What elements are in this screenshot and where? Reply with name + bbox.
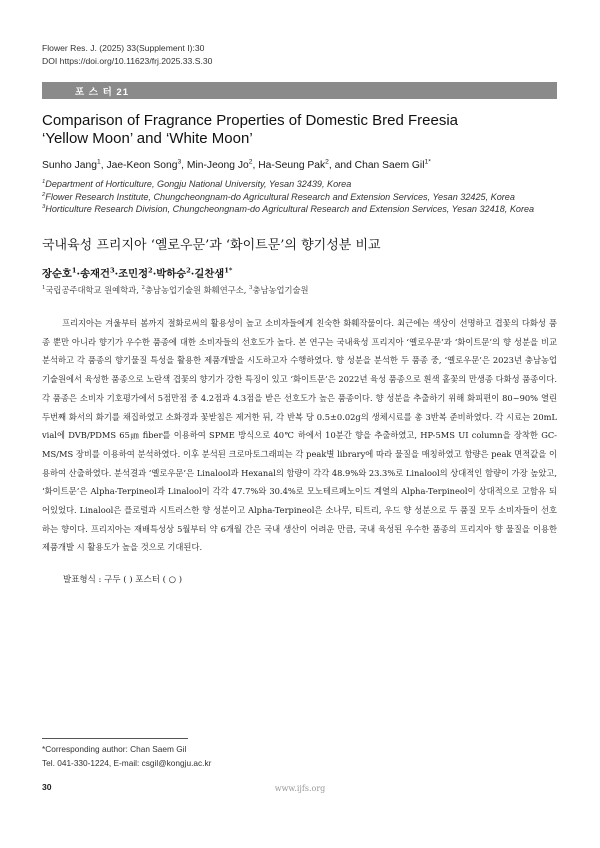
- english-title: [42, 112, 562, 147]
- korean-author-name: 길찬샘: [194, 268, 225, 280]
- korean-author-name: 장순호: [42, 268, 72, 280]
- corresponding-info: [42, 743, 211, 770]
- journal-header: [42, 42, 212, 67]
- affiliation-sup: 2: [42, 191, 46, 198]
- affiliation-text: Flower Research Institute, Chungcheongnam-do Agricultural Research and Extension Services, Yesan 32425, Korea: [45, 191, 515, 202]
- author-affil-sup: 2: [325, 158, 329, 166]
- author-name: Ha-Seung Pak: [258, 160, 326, 171]
- abstract-body: 프리지아는 겨울부터 봄까지 절화로써의 활용성이 높고 소비자들에게 친숙한 화훼작물이다. 최근에는 색상이 선명하고 겹꽃의 다화성 품종 뿐만 아니라 향기가 우수한 품종에 대한 소비자들의 선호도가 높다. 본 연구는 국내육성 프리지아 ‘옐로우문’과 ‘화이트문’의 향 성분을 비교분석하고 각 품종의 향기물질 특성을 활용한 제품개발을 시도하고자 수행하였다. 향 성분을 분석한 두 품종 중, ‘옐로우문’은 2023년 충남농업기술원에서 육성한 품종으로 노란색 겹꽃의 향기가 강한 특징이 있고 ‘화이트문’은 2022년 육성 품종으로 흰색 홑꽃의 만생종 다화성 품종이다. 각 품종은 소비자 기호평가에서 5점만점 중 4.2점과 4.3점을 받은 선호도가 높은 품종이다. 향 성분을 추출하기 위해 화피편이 80~90% 열린 두번째 화서의 화기를 채집하였고 소화경과 꽃받침은 제거한 뒤, 각 반복 당 0.5±0.02g의 생체시료를 총 3반복 준비하였다. 각 시료는 20mL vial에 DVB/PDMS 65㎛ fiber를 이용하여 SPME 방식으로 40℃ 하에서 10분간 향을 추출하였고, HP-5MS UI column을 장착한 GC-MS/MS 장비를 이용하여 분석하였다. 이후 분석된 크로마토그래피는 각 peak별 library에 따라 물질을 매칭하였고 함량은 peak 면적값을 이용하여 산출하였다. 분석결과 ‘옐로우문’은 Linalool과 Hexanal의 함량이 각각 48.9%와 23.3%로 Linalool의 상대적인 함량이 가장 높았고, ‘화이트문’은 Alpha-Terpineol과 Linalool이 각각 47.7%와 30.4%로 모노테르페노이드 계열의 Alpha-Terpineol이 상대적으로 고함유 되어있었다. Linalool은 플로럴과 시트러스한 향 성분이고 Alpha-Terpineol은 소나무, 티트리, 우드 향 성분으로 두 품질 모두 소비자들이 선호하는 향이다. 프리지아는 재배특성상 5월부터 약 6개월 간은 국내 생산이 어려운 만큼, 국내 육성된 우수한 품종의 프리지아 향 물질을 이용한 제품개발 시 활용도가 높을 것으로 기대된다.: [42, 318, 557, 553]
- korean-title: 국내육성 프리지아 ‘옐로우문’과 ‘화이트문’의 향기성분 비교: [42, 238, 381, 253]
- corresponding-author: *Corresponding author: Chan Saem Gil: [42, 744, 187, 754]
- english-affiliations: [42, 178, 534, 216]
- korean-author-name: 박하승: [156, 268, 187, 280]
- affiliation-sup: 1: [42, 178, 46, 185]
- english-authors: [42, 160, 431, 171]
- affiliation-text: Department of Horticulture, Gongju National University, Yesan 32439, Korea: [45, 179, 352, 189]
- korean-affiliations: [42, 284, 309, 296]
- korean-affiliation-sup: 1: [42, 285, 46, 292]
- title-line-1: Comparison of Fragrance Properties of Domestic Bred Freesia: [42, 112, 459, 129]
- author-separator: ,: [181, 160, 187, 171]
- corresponding-contact: Tel. 041-330-1224, E-mail: csgil@kongju.ac.kr: [42, 757, 212, 768]
- korean-affiliation-text: 국립공주대학교 원예학과,: [45, 285, 142, 295]
- poster-label-bar: [42, 82, 557, 99]
- author-name: Jae-Keon Song: [106, 160, 178, 171]
- affiliation-sup: 3: [42, 203, 46, 210]
- korean-author-sup: 1*: [224, 266, 233, 275]
- poster-label: 포 스 터 21: [74, 87, 130, 98]
- affiliation: [42, 178, 534, 191]
- author-affil-sup: 1: [96, 158, 101, 166]
- journal-citation: Flower Res. J. (2025) 33(Supplement I):30: [42, 43, 205, 53]
- author-name: Min-Jeong Jo: [186, 160, 249, 171]
- korean-authors: [42, 265, 232, 280]
- korean-author-sup: 3: [109, 266, 115, 275]
- doi-line: DOI https://doi.org/10.11623/frj.2025.33.S.30: [42, 55, 213, 66]
- website-footer: www.ijfs.org: [274, 784, 326, 793]
- korean-author-name: 조민정: [118, 268, 149, 280]
- korean-author-separator: ·: [152, 268, 157, 280]
- author-separator: , and: [328, 160, 355, 171]
- author-name: Chan Saem Gil: [354, 160, 425, 171]
- footnote-divider: [42, 738, 188, 739]
- korean-affiliation-sup: 3: [249, 285, 253, 292]
- author-name: Sunho Jang: [42, 160, 97, 171]
- korean-author-name: 송재건: [80, 268, 110, 280]
- korean-author-separator: ·: [114, 268, 119, 280]
- korean-author-sup: 1: [71, 266, 77, 275]
- author-affil-sup: 3: [177, 158, 182, 166]
- affiliation: [42, 191, 534, 204]
- author-separator: ,: [100, 160, 107, 171]
- page-number: 30: [42, 782, 52, 792]
- korean-author-sup: 2: [186, 266, 191, 275]
- korean-affiliation-text: 충남농업기술원: [252, 285, 309, 295]
- presentation-format: 발표형식 : 구두 ( ) 포스터 ( ○ ): [63, 575, 183, 585]
- author-affil-sup: 1*: [424, 158, 431, 166]
- title-line-2: ‘Yellow Moon’ and ‘White Moon’: [42, 129, 253, 147]
- korean-affiliation-text: 충남농업기술원 화훼연구소,: [144, 285, 250, 295]
- author-separator: ,: [252, 160, 259, 171]
- affiliation: [42, 203, 534, 216]
- affiliation-text: Horticulture Research Division, Chungcheongnam-do Agricultural Research and Extension Services, Yesan 32418, Korea: [45, 204, 535, 214]
- korean-affiliation-sup: 2: [141, 285, 145, 292]
- korean-author-separator: ·: [76, 268, 81, 280]
- korean-author-sup: 2: [148, 266, 153, 275]
- author-affil-sup: 2: [248, 158, 253, 166]
- korean-author-separator: ·: [190, 268, 195, 280]
